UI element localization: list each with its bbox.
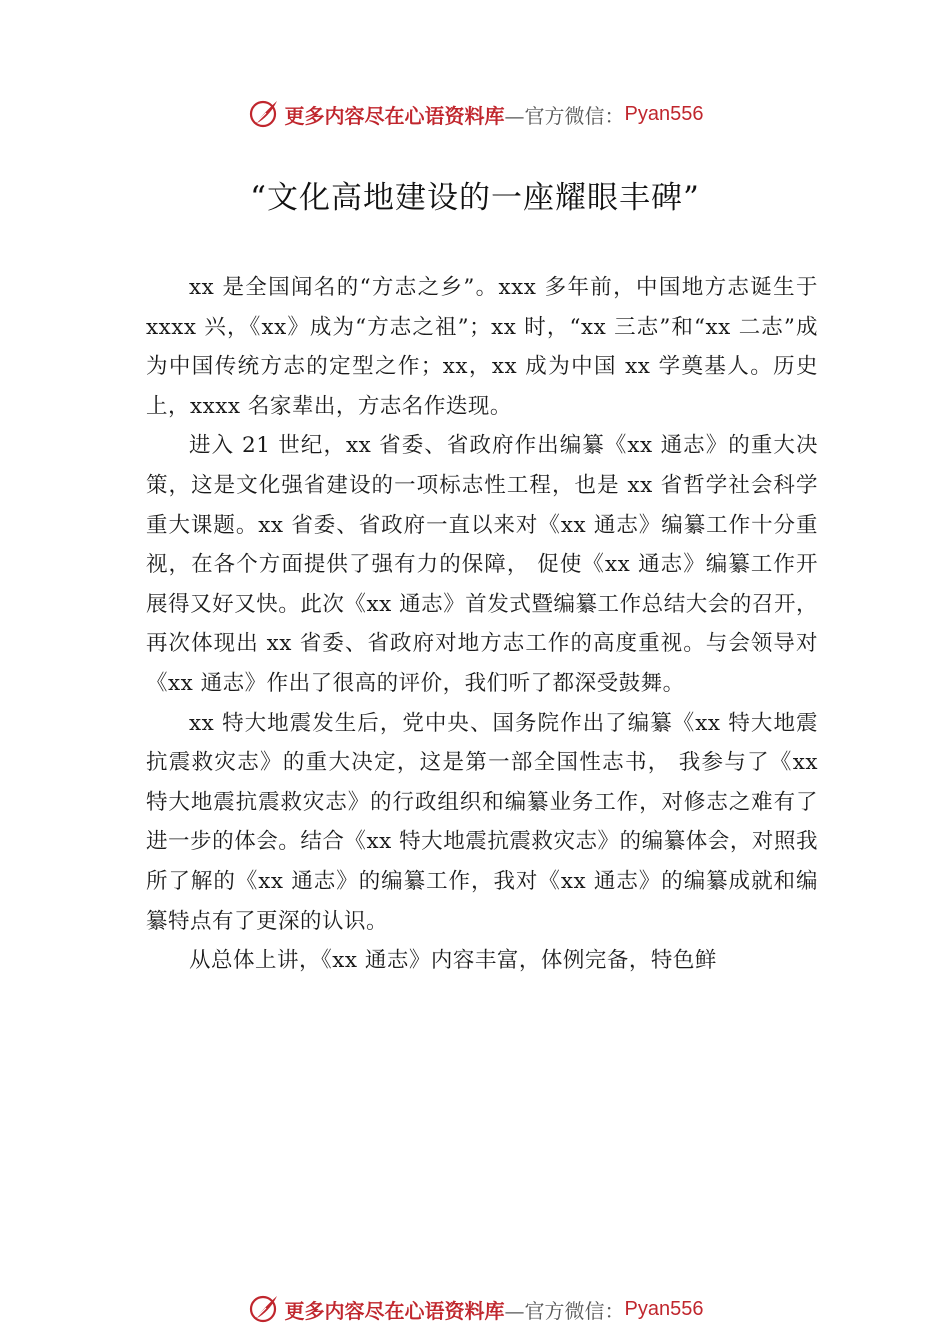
banner-label-text: —官方微信：	[504, 1298, 625, 1323]
paragraph: 从总体上讲，《xx 通志》内容丰富，体例完备，特色鲜	[189, 948, 717, 974]
paragraph: 进入 21 世纪，xx 省委、省政府作出编纂《xx 通志》的重大决策，这是文化强省建设的一项标志性工程，也是 xx 省哲学社会科学重大课题。xx 省委、省政府一直以来对《xx 通志》编纂工作十分重视，在各个方面提供了强有力的保障， 促使《xx 通志》编纂工作开展得又好又快。此次《xx 通志》首发式暨编纂工作总结大会的召开，再次体现出 xx 省委、省政府对地方志工作的高度重视。与会领导对《xx 通志》作出了很高的评价，我们听了都深受鼓舞。	[146, 433, 818, 696]
document-title: “文化高地建设的一座耀眼丰碑”	[250, 180, 700, 216]
footer-banner	[0, 1289, 950, 1329]
header-banner	[0, 94, 950, 134]
banner-brand-text: 更多内容尽在心语资料库	[284, 103, 505, 128]
document-body	[146, 268, 818, 981]
quill-pen-circle-icon	[247, 97, 281, 131]
paragraph: xx 特大地震发生后，党中央、国务院作出了编纂《xx 特大地震抗震救灾志》的重大决定，这是第一部全国性志书， 我参与了《xx 特大地震抗震救灾志》的行政组织和编纂业务工作，对修志之难有了进一步的体会。结合《xx 特大地震抗震救灾志》的编纂体会，对照我所了解的《xx 通志》的编纂工作，我对《xx 通志》的编纂成就和编纂特点有了更深的认识。	[146, 710, 818, 934]
banner-label-text: —官方微信：	[504, 103, 625, 128]
quill-pen-circle-icon	[247, 1292, 281, 1326]
banner-wechat-id: Pyan556	[624, 102, 704, 125]
banner-brand-text: 更多内容尽在心语资料库	[284, 1298, 505, 1323]
paragraph: xx 是全国闻名的“方志之乡”。xxx 多年前，中国地方志诞生于 xxxx 兴，《xx》成为“方志之祖”；xx 时，“xx 三志”和“xx 二志”成为中国传统方志的定型之作；xx，xx 成为中国 xx 学奠基人。历史上，xxxx 名家辈出，方志名作迭现。	[146, 275, 818, 419]
banner-wechat-id: Pyan556	[624, 1297, 704, 1320]
